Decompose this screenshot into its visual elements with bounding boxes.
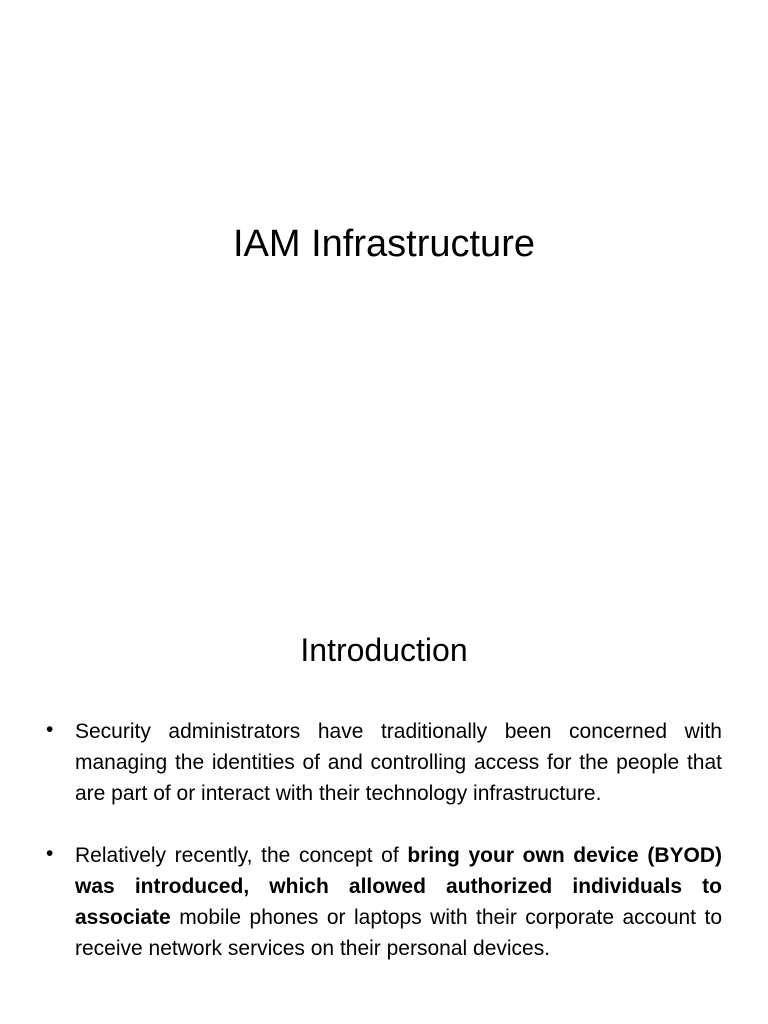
slide-introduction-heading: Introduction [300, 632, 468, 668]
bullet-text-bold: bring your own device (BYOD) was introduced, which allowed authorized individuals to associate [75, 844, 722, 929]
bullet-text [75, 844, 722, 960]
slide-introduction [0, 576, 768, 1024]
bullet-text-tail: mobile phones or laptops with their corporate account to receive network services on their personal devices. [75, 906, 722, 960]
slide-title-heading: IAM Infrastructure [233, 223, 535, 265]
bullet-icon: • [46, 718, 54, 741]
bullet-text-lead: Relatively recently, the concept of [75, 844, 408, 867]
bullet-item [46, 716, 722, 809]
bullet-item [46, 840, 722, 964]
bullet-list [46, 716, 722, 995]
bullet-icon: • [46, 842, 54, 865]
bullet-text: Security administrators have traditionally been concerned with managing the identities of and controlling access for the people that are part of or interact with their technology infrastructure. [75, 720, 722, 805]
